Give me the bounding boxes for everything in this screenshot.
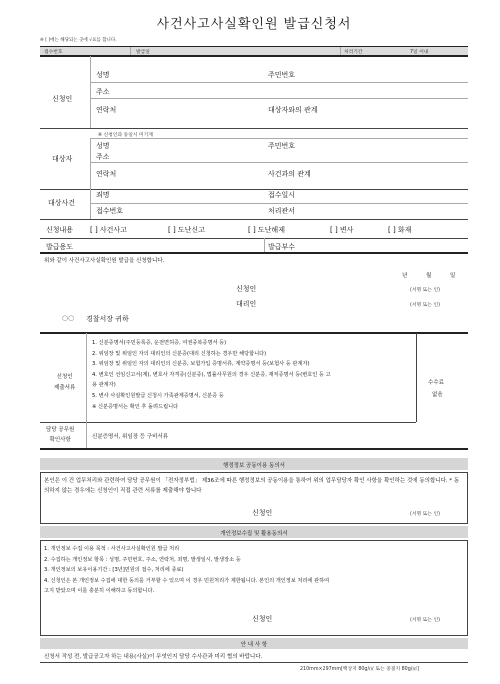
- document-item-2: 2. 위임장 및 위임인 자의 대리인의 신분증(대리 신청하는 경우만 해당합니다): [92, 350, 267, 357]
- subject-name-label: 성명: [96, 142, 110, 150]
- privacy-line-1: 1. 개인정보 수집 이용 목적 : 사건사고사실확인원 발급 처리: [44, 546, 180, 552]
- copies-label: 발급부수: [268, 243, 296, 251]
- application-form: [40, 14, 468, 674]
- subject-contact-label: 연락처: [96, 170, 117, 178]
- documents-list: [92, 338, 331, 412]
- option-theft-cancel[interactable]: [ ] 도난해제: [248, 226, 285, 234]
- privacy-line-5: 고지 받았으며 이를 충분히 이해하고 동의합니다.: [44, 588, 155, 595]
- privacy-consent-list: [44, 544, 329, 597]
- admin-consent-header: 행정정보 공동이용 동의서: [223, 463, 285, 469]
- privacy-consent-header: 개인정보수집 및 활용동의서: [220, 531, 288, 537]
- form-title: 사건사고사실확인원 발급신청서: [156, 17, 352, 32]
- receipt-no-label: 접수번호: [44, 50, 63, 55]
- police-station-blank: ○○: [62, 314, 75, 322]
- processing-period-value: 7일 이내: [410, 50, 429, 55]
- privacy-consent-signer: 신청인: [252, 615, 273, 623]
- subject-resident-no-label: 주민번호: [268, 142, 296, 150]
- incident-office-label: 처리관서: [268, 207, 296, 215]
- option-theft-report[interactable]: [ ] 도난신고: [168, 226, 205, 234]
- documents-section-label: 신청인 제출서류: [54, 374, 76, 391]
- addressee-label: 경찰서장 귀하: [86, 315, 129, 323]
- issue-date-label: 발급일: [136, 50, 150, 55]
- option-unnatural-death[interactable]: [ ] 변사: [330, 226, 354, 234]
- applicant-contact-label: 연락처: [96, 106, 117, 114]
- privacy-line-4: 4. 신청인은 본 개인정보 수집에 대한 동의를 거부할 수 있으며 이 경우 민원처리가 제한됩니다. 본인의 개인정보 처리에 관하여: [44, 577, 330, 584]
- date-day: 일: [450, 273, 456, 279]
- applicant-signature-label: 신청인: [236, 285, 257, 293]
- header-row-bg: [40, 47, 468, 55]
- proxy-signature-label: 대리인: [236, 300, 257, 308]
- date-year: 년: [402, 273, 408, 279]
- officer-section-label: 담당 공무원 확인사항: [46, 427, 75, 443]
- subject-note: ※ 신청인과 동일시 미기재: [98, 133, 153, 138]
- option-fire[interactable]: [ ] 화재: [388, 226, 412, 234]
- guide-text: 신청서 작성 전, 발급공고자 하는 내용(사실)이 무엇인지 담당 수사관과 미리 협의 바랍니다.: [44, 654, 263, 660]
- subject-address-label: 주소: [96, 153, 110, 161]
- applicant-section-label: 신청인: [52, 95, 73, 103]
- option-incident[interactable]: [ ] 사건사고: [90, 226, 127, 234]
- document-item-4-cont: 용 관계자): [92, 382, 116, 389]
- guide-header: 안 내 사 항: [240, 642, 268, 648]
- document-return-note: ※ 신분증명서는 확인 후 돌려드립니다: [92, 403, 179, 410]
- privacy-line-3: 3. 개인정보의 보유이용기간 : [3년]민원의 접수, 처리에 종료): [44, 567, 184, 574]
- admin-consent-signer: 신청인: [252, 509, 273, 517]
- document-item-1: 1. 신분증명서(주민등록증, 운전면허증, 여권중복증명서 등): [92, 340, 227, 346]
- applicant-address-label: 주소: [96, 88, 110, 96]
- officer-check-text: 신분증명서, 위임장 등 구비서류: [92, 434, 169, 440]
- incident-receipt-no-label: 접수번호: [96, 207, 124, 215]
- request-label: 신청내용: [46, 226, 74, 234]
- fee-value: 없음: [432, 392, 443, 398]
- paper-spec-footer: 210mm×297mm[백상지 80g/㎡ 또는 중질지 80g/㎡]: [300, 667, 420, 672]
- proxy-sign-hint: (서명 또는 인): [410, 303, 440, 308]
- privacy-consent-sign-hint: (서명 또는 인): [410, 618, 440, 623]
- applicant-resident-no-label: 주민번호: [268, 71, 296, 79]
- document-item-5: 5. 변사 사실확인원발급 신청시 가족관계증명서, 신분증 등: [92, 392, 224, 399]
- subject-relation-label: 사건과의 관계: [268, 170, 311, 178]
- applicant-sign-hint: (서명 또는 인): [410, 288, 440, 293]
- privacy-line-2: 2. 수집하는 개인정보 항목 : 성명, 주민번호, 주소, 연락처, 죄명, 발생일시, 발생장소 등: [44, 556, 241, 563]
- declaration-text: 위와 같이 사건사고사실확인원 발급을 신청합니다.: [44, 258, 165, 264]
- processing-period-label: 처리기간: [344, 50, 363, 55]
- purpose-label: 발급용도: [46, 243, 74, 251]
- admin-consent-sign-hint: (서명 또는 인): [410, 512, 440, 517]
- admin-consent-text: 본인은 이 건 업무처리와 관련하여 담당 공무원이 「전자정부법」 제36조에 따른 행정정보의 공동이용을 통하여 위의 업무담당자 확인 사항을 확인하는 것에 동의합니다. * 동의하지 않는 경우에는 신청인이 직접 관련 서류를 제출해야 합니다: [44, 478, 460, 494]
- applicant-name-label: 성명: [96, 71, 110, 79]
- instruction-note: ※ [ ]에는 해당되는 곳에 √표를 합니다.: [40, 38, 117, 43]
- incident-section-label: 대상사건: [48, 199, 76, 207]
- document-item-3: 3. 위임장 및 위임인 자의 대리인의 신분증, 보험가입 증명서류, 계약증명서 등(보험사 등 관계자): [92, 361, 310, 368]
- date-month: 월: [426, 273, 432, 279]
- document-item-4: 4. 변호인 선임신고서(계), 변호사 자격증(신분증), 법률사무원의 경우 신분증, 재직증명서 등(변호인 등 고: [92, 371, 331, 378]
- incident-name-label: 죄명: [96, 191, 110, 199]
- applicant-relation-label: 대상자와의 관계: [268, 106, 318, 114]
- incident-receipt-date-label: 접수일시: [268, 191, 296, 199]
- subject-section-label: 대상자: [52, 155, 73, 163]
- fee-label: 수수료: [428, 380, 444, 386]
